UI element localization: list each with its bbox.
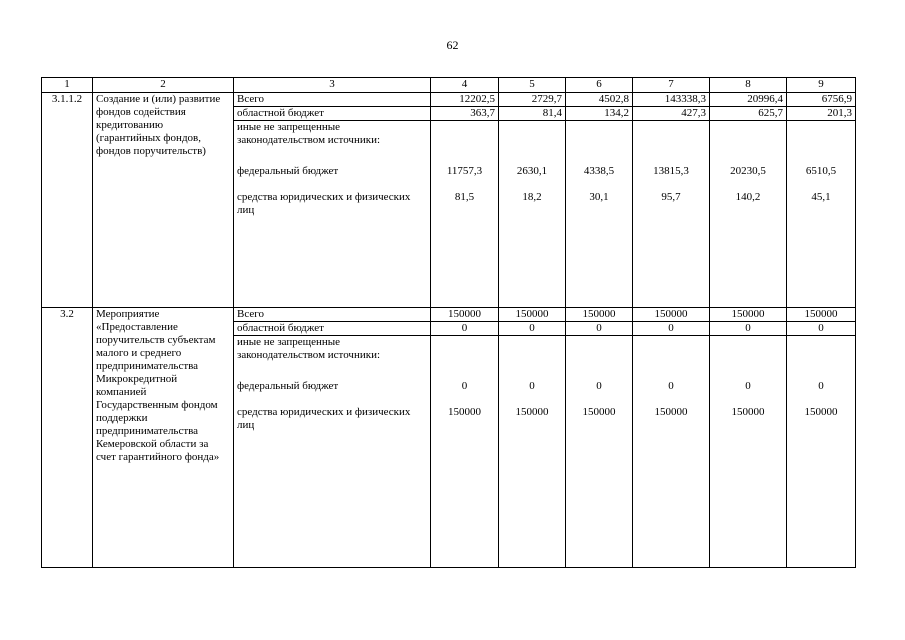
value-cell: 0	[745, 380, 751, 392]
value-stack	[499, 121, 566, 308]
value-cell: 2630,1	[516, 165, 548, 177]
page-number: 62	[446, 38, 459, 52]
value-cell: 150000	[499, 308, 566, 322]
value-cell: 4338,5	[583, 165, 615, 177]
table-row	[42, 308, 856, 322]
source-label: федеральный бюджет	[237, 165, 339, 177]
value-cell: 18,2	[522, 191, 542, 203]
header-cell: 4	[431, 78, 499, 93]
source-label: средства юридических и физических лиц	[237, 406, 411, 431]
value-cell: 150000	[448, 406, 481, 418]
value-stack	[787, 121, 856, 308]
value-cell: 625,7	[710, 107, 787, 121]
value-stack	[787, 336, 856, 568]
value-cell: 2729,7	[499, 93, 566, 107]
header-cell: 9	[787, 78, 856, 93]
header-cell: 2	[93, 78, 234, 93]
value-stack	[499, 336, 566, 568]
value-cell: 150000	[566, 308, 633, 322]
item-code: 3.2	[42, 308, 93, 568]
value-cell: 150000	[654, 406, 688, 418]
value-cell: 0	[566, 322, 633, 336]
value-cell: 95,7	[661, 191, 681, 203]
value-cell: 150000	[731, 406, 765, 418]
source-label: Всего	[234, 93, 431, 107]
header-cell: 3	[234, 78, 431, 93]
source-label: областной бюджет	[234, 107, 431, 121]
header-cell: 7	[633, 78, 710, 93]
value-cell: 150000	[787, 308, 856, 322]
value-cell: 0	[431, 322, 499, 336]
source-label: Всего	[234, 308, 431, 322]
value-cell: 150000	[804, 406, 838, 418]
value-stack	[710, 336, 787, 568]
value-cell: 11757,3	[446, 165, 483, 177]
value-cell: 4502,8	[566, 93, 633, 107]
value-cell: 12202,5	[431, 93, 499, 107]
value-cell: 0	[461, 380, 468, 392]
value-cell: 0	[596, 380, 602, 392]
value-cell: 150000	[633, 308, 710, 322]
other-sources-label: иные не запрещенные законодательством источники:	[237, 336, 381, 361]
value-cell: 6510,5	[805, 165, 837, 177]
value-stack	[710, 121, 787, 308]
value-cell: 81,4	[499, 107, 566, 121]
value-cell: 0	[710, 322, 787, 336]
value-cell: 143338,3	[633, 93, 710, 107]
table-row	[42, 93, 856, 107]
item-title: Мероприятие «Предоставление поручительств субъектам малого и среднего предпринимательства Микрокредитной компанией Государственным фондом поддержки предпринимательства Кемеровской области за счет гарантийного фонда»	[93, 308, 234, 568]
value-cell: 20996,4	[710, 93, 787, 107]
item-title: Создание и (или) развитие фондов содействия кредитованию (гарантийных фондов, фондов поручительств)	[93, 93, 234, 308]
value-stack	[566, 121, 633, 308]
header-cell: 6	[566, 78, 633, 93]
value-stack	[633, 121, 710, 308]
value-stack	[431, 121, 499, 308]
value-cell: 150000	[515, 406, 549, 418]
header-cell: 8	[710, 78, 787, 93]
source-label: областной бюджет	[234, 322, 431, 336]
value-cell: 0	[818, 380, 824, 392]
value-cell: 0	[787, 322, 856, 336]
value-cell: 0	[529, 380, 535, 392]
other-sources-cell	[234, 336, 431, 568]
source-label: федеральный бюджет	[237, 380, 339, 392]
value-cell: 150000	[582, 406, 616, 418]
value-cell: 150000	[431, 308, 499, 322]
value-cell: 6756,9	[787, 93, 856, 107]
other-sources-label: иные не запрещенные законодательством источники:	[237, 121, 381, 146]
value-stack	[633, 336, 710, 568]
value-cell: 45,1	[811, 191, 831, 203]
value-cell: 150000	[710, 308, 787, 322]
value-cell: 81,5	[454, 191, 475, 203]
value-cell: 0	[668, 380, 674, 392]
header-row	[42, 78, 856, 93]
value-cell: 13815,3	[653, 165, 689, 177]
header-cell: 1	[42, 78, 93, 93]
value-cell: 363,7	[431, 107, 499, 121]
value-cell: 134,2	[566, 107, 633, 121]
value-cell: 30,1	[589, 191, 609, 203]
value-cell: 140,2	[735, 191, 761, 203]
item-code: 3.1.1.2	[42, 93, 93, 308]
value-cell: 201,3	[787, 107, 856, 121]
header-cell: 5	[499, 78, 566, 93]
source-label: средства юридических и физических лиц	[237, 191, 411, 216]
value-cell: 0	[499, 322, 566, 336]
value-stack	[566, 336, 633, 568]
value-cell: 427,3	[633, 107, 710, 121]
value-stack	[431, 336, 499, 568]
value-cell: 20230,5	[730, 165, 766, 177]
value-cell: 0	[633, 322, 710, 336]
budget-table	[41, 77, 856, 568]
other-sources-cell	[234, 121, 431, 308]
